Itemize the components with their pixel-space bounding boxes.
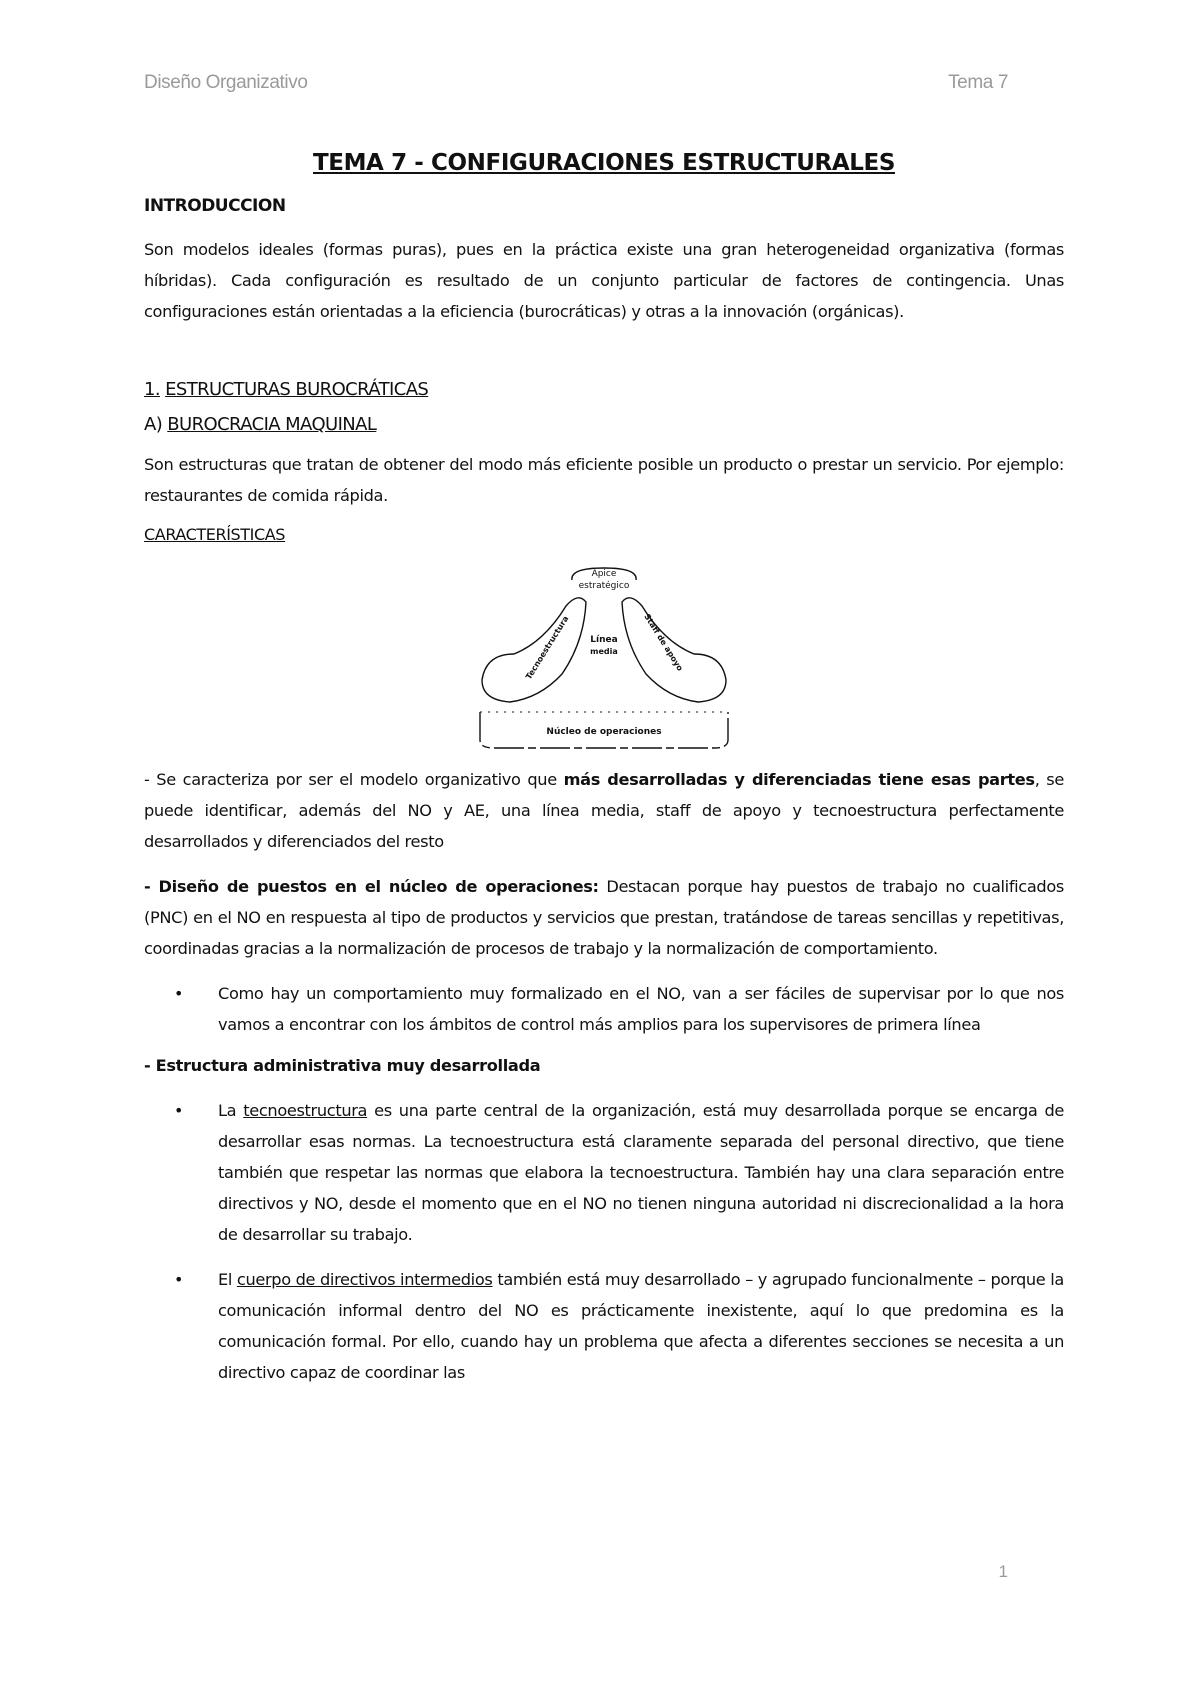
bullet-item-middle-managers (174, 1264, 1064, 1388)
core-label: Núcleo de operaciones (546, 727, 662, 737)
bullet-glyph: • (174, 984, 184, 1003)
bullet-item-technostructure (174, 1095, 1064, 1250)
bullet-text: Como hay un comportamiento muy formalizado en el NO, van a ser fáciles de supervisar por lo que nos vamos a encontrar con los ámbitos de control más amplios para los supervisores de primera línea (218, 984, 1064, 1034)
document-body (144, 150, 1064, 1388)
header-right: Tema 7 (948, 72, 1008, 93)
intro-heading: INTRODUCCION (144, 196, 286, 216)
mintzberg-structure-diagram (474, 562, 734, 752)
bullet-glyph: • (174, 1101, 184, 1120)
section-1-label: ESTRUCTURAS BUROCRÁTICAS (165, 379, 429, 400)
line-label-1: Línea (590, 635, 618, 645)
section-1-number: 1. (144, 379, 160, 400)
bullet-item-supervision (174, 978, 1064, 1040)
section-a-heading (144, 414, 1064, 435)
apex-label-1: Ápice (591, 569, 617, 579)
paragraph-admin-structure: - Estructura administrativa muy desarrollada (144, 1056, 541, 1075)
header-left: Diseño Organizativo (144, 72, 308, 93)
characteristics-heading: CARACTERÍSTICAS (144, 525, 286, 544)
techno-label: Tecnoestructura (524, 614, 571, 682)
section-a-label: BUROCRACIA MAQUINAL (167, 414, 377, 435)
line-label-2: media (590, 647, 618, 656)
section-1-heading (144, 379, 1064, 400)
paragraph-structure-model: - Se caracteriza por ser el modelo organizativo que más desarrolladas y diferenciadas tiene esas partes, se puede identificar, además del NO y AE, una línea media, staff de apoyo y tecnoestructura perfectamente desarrollados y diferenciados del resto (144, 770, 1064, 851)
intro-paragraph: Son modelos ideales (formas puras), pues en la práctica existe una gran heterogeneidad organizativa (formas híbridas). Cada configuración es resultado de un conjunto particular de factores de contingencia. Unas configuraciones están orientadas a la eficiencia (burocráticas) y otras a la innovación (orgánicas). (144, 240, 1064, 321)
document-title: TEMA 7 - CONFIGURACIONES ESTRUCTURALES (312, 150, 896, 176)
bullet-glyph: • (174, 1270, 184, 1289)
paragraph-job-design: - Diseño de puestos en el núcleo de operaciones: Destacan porque hay puestos de trabajo no cualificados (PNC) en el NO en respuesta al tipo de productos y servicios que prestan, tratándose de tareas sencillas y repetitivas, coordinadas gracias a la normalización de procesos de trabajo y la normalización de comportamiento. (144, 877, 1064, 958)
page-number: 1 (998, 1562, 1008, 1581)
staff-label: Staff de apoyo (642, 612, 685, 673)
section-a-paragraph: Son estructuras que tratan de obtener del modo más eficiente posible un producto o prestar un servicio. Por ejemplo: restaurantes de comida rápida. (144, 455, 1064, 505)
bullet-text: La tecnoestructura es una parte central de la organización, está muy desarrollada porque se encarga de desarrollar esas normas. La tecnoestructura está claramente separada del personal directivo, que tiene también que respetar las normas que elabora la tecnoestructura. También hay una clara separación entre directivos y NO, desde el momento que en el NO no tienen ninguna autoridad ni discrecionalidad a la hora de desarrollar su trabajo. (218, 1101, 1064, 1244)
technostructure-shape (482, 598, 586, 702)
section-a-number: A) (144, 414, 163, 435)
apex-label-2: estratégico (578, 581, 630, 591)
bullet-text: El cuerpo de directivos intermedios también está muy desarrollado – y agrupado funcionalmente – porque la comunicación informal dentro del NO es prácticamente inexistente, aquí lo que predomina es la comunicación formal. Por ello, cuando hay un problema que afecta a diferentes secciones se necesita a un directivo capaz de coordinar las (218, 1270, 1064, 1382)
